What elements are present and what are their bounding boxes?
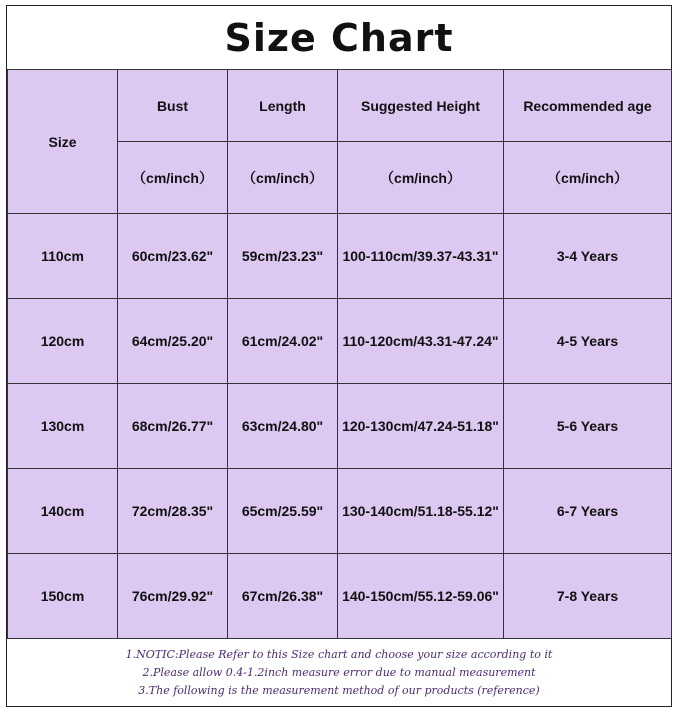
length-cell: 59cm/23.23"	[228, 214, 338, 299]
bust-cell: 60cm/23.62"	[118, 214, 228, 299]
age-cell: 7-8 Years	[504, 554, 672, 639]
height-cell: 120-130cm/47.24-51.18"	[338, 384, 504, 469]
bust-header: Bust	[118, 70, 228, 142]
age-cell: 4-5 Years	[504, 299, 672, 384]
note-line: 1.NOTIC:Please Refer to this Size chart and choose your size according to it	[125, 648, 553, 661]
size-cell: 130cm	[8, 384, 118, 469]
size-header: Size	[8, 70, 118, 214]
size-cell: 150cm	[8, 554, 118, 639]
size-table	[7, 69, 672, 639]
table-row	[8, 554, 672, 639]
size-cell: 140cm	[8, 469, 118, 554]
length-cell: 67cm/26.38"	[228, 554, 338, 639]
table-row	[8, 214, 672, 299]
height-unit: （cm/inch）	[338, 142, 504, 214]
size-cell: 120cm	[8, 299, 118, 384]
height-cell: 110-120cm/43.31-47.24"	[338, 299, 504, 384]
age-header: Recommended age	[504, 70, 672, 142]
height-cell: 140-150cm/55.12-59.06"	[338, 554, 504, 639]
chart-title: Size Chart	[224, 15, 454, 60]
bust-cell: 64cm/25.20"	[118, 299, 228, 384]
note-line: 2.Please allow 0.4-1.2inch measure error due to manual measurement	[142, 666, 536, 679]
table-row	[8, 469, 672, 554]
height-cell: 100-110cm/39.37-43.31"	[338, 214, 504, 299]
table-row	[8, 384, 672, 469]
age-cell: 3-4 Years	[504, 214, 672, 299]
header-row	[8, 70, 672, 142]
measurement-notes	[7, 640, 671, 706]
length-cell: 61cm/24.02"	[228, 299, 338, 384]
age-cell: 5-6 Years	[504, 384, 672, 469]
length-header: Length	[228, 70, 338, 142]
table-row	[8, 299, 672, 384]
bust-cell: 72cm/28.35"	[118, 469, 228, 554]
size-chart-frame	[6, 5, 672, 707]
length-cell: 65cm/25.59"	[228, 469, 338, 554]
bust-cell: 68cm/26.77"	[118, 384, 228, 469]
height-header: Suggested Height	[338, 70, 504, 142]
length-unit: （cm/inch）	[228, 142, 338, 214]
note-line: 3.The following is the measurement method of our products (reference)	[138, 684, 540, 697]
age-unit: （cm/inch）	[504, 142, 672, 214]
age-cell: 6-7 Years	[504, 469, 672, 554]
bust-cell: 76cm/29.92"	[118, 554, 228, 639]
bust-unit: （cm/inch）	[118, 142, 228, 214]
size-cell: 110cm	[8, 214, 118, 299]
height-cell: 130-140cm/51.18-55.12"	[338, 469, 504, 554]
length-cell: 63cm/24.80"	[228, 384, 338, 469]
